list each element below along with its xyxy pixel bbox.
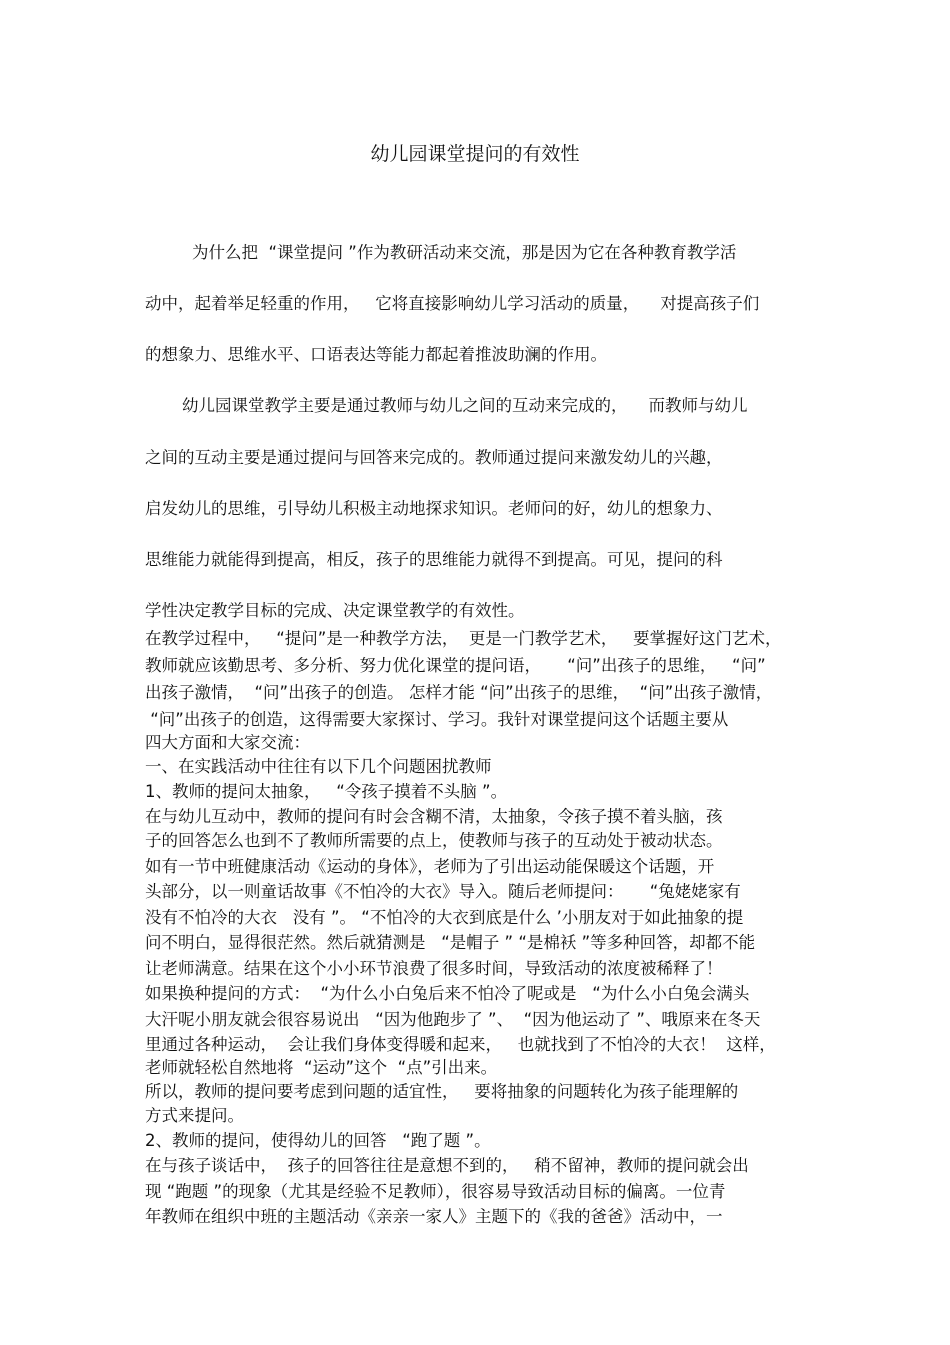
paragraph-line: 的想象力、思维水平、口语表达等能力都起着推波助澜的作用。 bbox=[145, 345, 607, 364]
paragraph-line: 教师就应该勤思考、多分析、努力优化课堂的提问语， “问”出孩子的思维， “问” bbox=[145, 656, 766, 675]
paragraph-line: 启发幼儿的思维，引导幼儿积极主动地探求知识。老师问的好，幼儿的想象力、 bbox=[145, 499, 723, 518]
paragraph-line: 学性决定教学目标的完成、决定课堂教学的有效性。 bbox=[145, 601, 525, 620]
paragraph-line: 出孩子激情， “问”出孩子的创造。 怎样才能 “问”出孩子的思维， “问”出孩子激情， bbox=[145, 683, 773, 702]
paragraph-line: 所以，教师的提问要考虑到问题的适宜性， 要将抽象的问题转化为孩子能理解的 bbox=[145, 1082, 739, 1101]
paragraph-line: 年教师在组织中班的主题活动《亲亲一家人》主题下的《我的爸爸》活动中，一 bbox=[145, 1207, 723, 1226]
paragraph-line: 问不明白，显得很茫然。然后就猜测是 “是帽子 ” “是棉袄 ”等多种回答，却都不能 bbox=[145, 933, 756, 952]
subsection-heading: 2、教师的提问，使得幼儿的回答 “跑了题 ”。 bbox=[145, 1131, 491, 1150]
paragraph-line: 现 “跑题 ”的现象（尤其是经验不足教师），很容易导致活动目标的偏离。一位青 bbox=[145, 1182, 726, 1201]
paragraph-line: 没有不怕冷的大衣 没有 ”。 “不怕冷的大衣到底是什么 ’小朋友对于如此抽象的提 bbox=[145, 908, 744, 927]
section-heading: 一、在实践活动中往往有以下几个问题困扰教师 bbox=[145, 757, 492, 776]
paragraph-line: 四大方面和大家交流： bbox=[145, 733, 310, 752]
paragraph-line: 如果换种提问的方式： “为什么小白兔后来不怕冷了呢或是 “为什么小白兔会满头 bbox=[145, 984, 750, 1003]
paragraph-line: 动中，起着举足轻重的作用， 它将直接影响幼儿学习活动的质量， 对提高孩子们 bbox=[145, 294, 760, 313]
paragraph-line: 里通过各种运动， 会让我们身体变得暖和起来， 也就找到了不怕冷的大衣！ 这样， bbox=[145, 1035, 776, 1054]
paragraph-line: 幼儿园课堂教学主要是通过教师与幼儿之间的互动来完成的， 而教师与幼儿 bbox=[182, 396, 748, 415]
subsection-heading: 1、教师的提问太抽象， “令孩子摸着不头脑 ”。 bbox=[145, 782, 508, 801]
paragraph-line: 头部分，以一则童话故事《不怕冷的大衣》导入。随后老师提问： “兔姥姥家有 bbox=[145, 882, 741, 901]
paragraph-line: 在与幼儿互动中，教师的提问有时会含糊不清，太抽象，令孩子摸不着头脑，孩 bbox=[145, 807, 723, 826]
paragraph-line: 方式来提问。 bbox=[145, 1106, 244, 1125]
paragraph-line: 之间的互动主要是通过提问与回答来完成的。教师通过提问来激发幼儿的兴趣， bbox=[145, 448, 723, 467]
paragraph-line: 思维能力就能得到提高，相反，孩子的思维能力就得不到提高。可见，提问的科 bbox=[145, 550, 723, 569]
paragraph-line: 让老师满意。结果在这个小小环节浪费了很多时间，导致活动的浓度被稀释了！ bbox=[145, 959, 723, 978]
paragraph-line: 大汗呢小朋友就会很容易说出 “因为他跑步了 ”、 “因为他运动了 ”、哦原来在冬天 bbox=[145, 1010, 761, 1029]
document-title: 幼儿园课堂提问的有效性 bbox=[370, 143, 580, 165]
paragraph-line: 子的回答怎么也到不了教师所需要的点上，使教师与孩子的互动处于被动状态。 bbox=[145, 831, 723, 850]
paragraph-line: 在教学过程中， “提问”是一种教学方法， 更是一门教学艺术， 要掌握好这门艺术， bbox=[145, 629, 782, 648]
paragraph-line: 在与孩子谈话中， 孩子的回答往往是意想不到的， 稍不留神，教师的提问就会出 bbox=[145, 1156, 749, 1175]
paragraph-line: 为什么把 “课堂提问 ”作为教研活动来交流，那是因为它在各种教育教学活 bbox=[192, 243, 737, 262]
paragraph-line: 如有一节中班健康活动《运动的身体》，老师为了引出运动能保暖这个话题，开 bbox=[145, 857, 715, 876]
paragraph-line: 老师就轻松自然地将 “运动”这个 “点”引出来。 bbox=[145, 1058, 498, 1077]
paragraph-line: “问”出孩子的创造，这得需要大家探讨、学习。我针对课堂提问这个话题主要从 bbox=[145, 710, 729, 729]
